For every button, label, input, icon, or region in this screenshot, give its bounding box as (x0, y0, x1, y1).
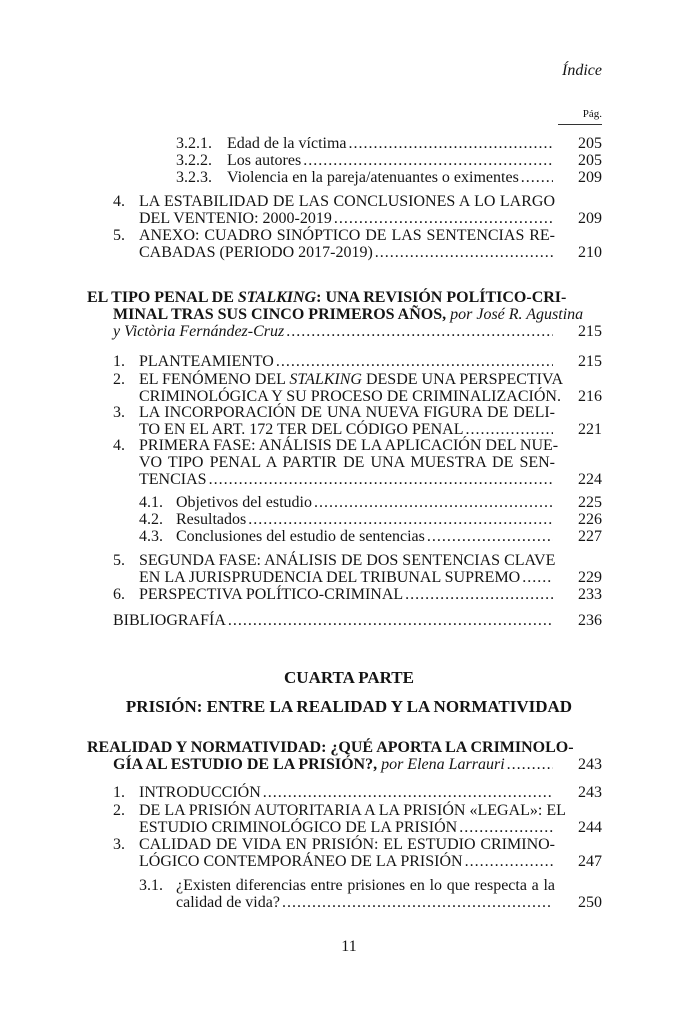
toc-entry-number: 4.2. (139, 511, 163, 528)
toc-entry-title-part: DESDE UNA PERSPECTIVA (365, 371, 564, 388)
chapter-title-italic: STALKING (237, 289, 317, 306)
dot-leader (427, 528, 553, 545)
toc-entry-title-line: TO EN EL ART. 172 TER DEL CÓDIGO PENAL (139, 421, 464, 438)
toc-entry-title: Conclusiones del estudio de sentencias (176, 528, 425, 545)
dot-leader (405, 586, 553, 603)
toc-entry-title: PERSPECTIVA POLÍTICO-CRIMINAL (139, 586, 404, 603)
toc-entry-page: 233 (578, 586, 602, 603)
dot-leader (507, 756, 553, 773)
dot-leader (349, 135, 553, 152)
chapter-title-part: MINAL TRAS SUS CINCO PRIMEROS AÑOS, (113, 306, 447, 323)
chapter-title-line (113, 306, 584, 323)
toc-entry-number: 3.1. (139, 877, 163, 894)
toc-entry[interactable] (0, 552, 698, 586)
toc-entry-page: 227 (578, 528, 602, 545)
toc-entry-title-line: CRIMINOLÓGICA Y SU PROCESO DE CRIMINALIZACIÓN. (139, 388, 561, 405)
toc-entry-page: 221 (578, 421, 602, 438)
toc-entry[interactable] (0, 877, 698, 911)
toc-entry[interactable] (0, 437, 698, 488)
toc-entry-page: 210 (578, 244, 602, 261)
toc-entry-title-line: LA ESTABILIDAD DE LAS CONCLUSIONES A LO LARGO (139, 193, 555, 210)
dot-leader (228, 612, 553, 629)
chapter-author: y Victòria Fernández-Cruz (113, 323, 285, 340)
toc-entry-title-line: DE LA PRISIÓN AUTORITARIA A LA PRISIÓN «LEGAL»: EL (139, 802, 566, 819)
dot-leader (521, 169, 553, 186)
toc-entry-title: Los autores (227, 152, 302, 169)
toc-entry-page: 205 (578, 152, 602, 169)
toc-entry[interactable] (0, 404, 698, 438)
toc-entry-number: 3. (113, 836, 125, 853)
toc-entry-page: 244 (578, 819, 602, 836)
page-column-label: Pág. (582, 108, 602, 120)
dot-leader (286, 323, 553, 340)
toc-entry[interactable] (0, 371, 698, 405)
toc-entry-page: 205 (578, 135, 602, 152)
toc-entry-number: 5. (113, 227, 125, 244)
toc-entry-number: 3.2.1. (176, 135, 212, 152)
toc-entry-title-line: VO TIPO PENAL A PARTIR DE UNA MUESTRA DE SEN- (139, 454, 555, 471)
toc-entry[interactable] (0, 802, 698, 836)
toc-entry-page: 225 (578, 494, 602, 511)
toc-entry-title-line: LÓGICO CONTEMPORÁNEO DE LA PRISIÓN (139, 853, 463, 870)
toc-entry-page: 224 (578, 471, 602, 488)
toc-entry-title: Resultados (176, 511, 247, 528)
toc-entry-number: 2. (113, 371, 125, 388)
toc-entry-title: INTRODUCCIÓN (139, 784, 261, 801)
toc-entry-title-line: ANEXO: CUADRO SINÓPTICO DE LAS SENTENCIAS RE- (139, 227, 555, 244)
toc-entry-page: 250 (578, 894, 602, 911)
chapter-page: 243 (578, 756, 602, 773)
toc-entry-number: 3.2.2. (176, 152, 212, 169)
toc-entry-title: Violencia en la pareja/atenuantes o eximentes (227, 169, 519, 186)
toc-entry[interactable] (0, 193, 698, 227)
toc-entry-title-line: SEGUNDA FASE: ANÁLISIS DE DOS SENTENCIAS CLAVE (139, 552, 556, 569)
dot-leader (248, 511, 553, 528)
toc-entry-page: 216 (578, 388, 602, 405)
toc-entry[interactable] (0, 135, 698, 152)
toc-entry[interactable] (0, 353, 698, 370)
toc-entry-title-line (139, 371, 564, 388)
toc-entry-title-line: EN LA JURISPRUDENCIA DEL TRIBUNAL SUPREMO (139, 569, 521, 586)
toc-entry[interactable] (0, 494, 698, 511)
toc-entry-title: Edad de la víctima (227, 135, 347, 152)
dot-leader (209, 471, 553, 488)
part-title: PRISIÓN: ENTRE LA REALIDAD Y LA NORMATIVIDAD (125, 697, 573, 716)
chapter-title-line (87, 289, 567, 306)
chapter-title-part: EL TIPO PENAL DE (87, 289, 234, 306)
dot-leader (465, 853, 553, 870)
toc-entry-page: 247 (578, 853, 602, 870)
toc-entry-title: BIBLIOGRAFÍA (113, 612, 226, 629)
toc-entry-number: 4.1. (139, 494, 163, 511)
chapter-author: por Elena Larrauri (381, 756, 505, 773)
toc-entry-page: 226 (578, 511, 602, 528)
toc-entry-page: 209 (578, 210, 602, 227)
toc-entry-title-line: TENCIAS (139, 471, 207, 488)
dot-leader (314, 494, 553, 511)
dot-leader (334, 210, 553, 227)
toc-entry[interactable] (0, 511, 698, 528)
toc-entry-bibliography[interactable] (0, 612, 698, 629)
toc-entry-title-line: calidad de vida? (176, 894, 280, 911)
header-rule (558, 124, 602, 125)
dot-leader (375, 244, 553, 261)
dot-leader (263, 784, 553, 801)
toc-entry-number: 2. (113, 802, 125, 819)
dot-leader (303, 152, 553, 169)
toc-entry-page: 243 (578, 784, 602, 801)
toc-entry-number: 1. (113, 784, 125, 801)
dot-leader (522, 569, 553, 586)
toc-entry[interactable] (0, 836, 698, 870)
toc-entry-title-line: ¿Existen diferencias entre prisiones en lo que respecta a la (176, 877, 555, 894)
toc-entry-title: Objetivos del estudio (176, 494, 312, 511)
toc-entry-number: 5. (113, 552, 125, 569)
toc-entry-number: 3. (113, 404, 125, 421)
page-number: 11 (341, 938, 357, 955)
chapter-page: 215 (578, 323, 602, 340)
toc-entry-title: PLANTEAMIENTO (139, 353, 274, 370)
toc-entry-title-line: PRIMERA FASE: ANÁLISIS DE LA APLICACIÓN DEL NUE- (139, 437, 559, 454)
toc-entry-number: 6. (113, 586, 125, 603)
toc-entry[interactable] (0, 169, 698, 186)
chapter-title-part: GÍA AL ESTUDIO DE LA PRISIÓN?, (113, 756, 378, 773)
dot-leader (466, 421, 554, 438)
toc-entry-page: 229 (578, 569, 602, 586)
toc-entry[interactable] (0, 528, 698, 545)
toc-entry-number: 4. (113, 193, 125, 210)
toc-entry-title-italic: STALKING (289, 371, 362, 388)
toc-entry[interactable] (0, 152, 698, 169)
toc-entry[interactable] (0, 227, 698, 261)
toc-entry-number: 1. (113, 353, 125, 370)
toc-entry-title-line: CALIDAD DE VIDA EN PRISIÓN: EL ESTUDIO CRIMINO- (139, 836, 555, 853)
toc-entry-number: 4.3. (139, 528, 163, 545)
dot-leader (282, 894, 553, 911)
toc-entry-title-line: LA INCORPORACIÓN DE UNA NUEVA FIGURA DE DELI- (139, 404, 555, 421)
toc-entry-title-line: ESTUDIO CRIMINOLÓGICO DE LA PRISIÓN (139, 819, 458, 836)
toc-entry-title-line: CABADAS (PERIODO 2017-2019) (139, 244, 373, 261)
chapter-title-line: REALIDAD Y NORMATIVIDAD: ¿QUÉ APORTA LA CRIMINOLO- (87, 739, 574, 756)
toc-entry[interactable] (0, 586, 698, 603)
running-header: Índice (562, 62, 602, 79)
toc-entry-number: 3.2.3. (176, 169, 212, 186)
toc-entry-title-line: DEL VENTENIO: 2000-2019 (139, 210, 332, 227)
dot-leader (276, 353, 553, 370)
chapter-author: por José R. Agustina (450, 306, 584, 323)
toc-entry-page: 209 (578, 169, 602, 186)
dot-leader (459, 819, 553, 836)
toc-entry[interactable] (0, 784, 698, 801)
toc-entry-title-part: EL FENÓMENO DEL (139, 371, 286, 388)
chapter-title-part: : UNA REVISIÓN POLÍTICO-CRI- (316, 289, 567, 306)
toc-entry-page: 236 (578, 612, 602, 629)
toc-entry-number: 4. (113, 437, 125, 454)
part-label: CUARTA PARTE (284, 668, 414, 687)
toc-entry-page: 215 (578, 353, 602, 370)
